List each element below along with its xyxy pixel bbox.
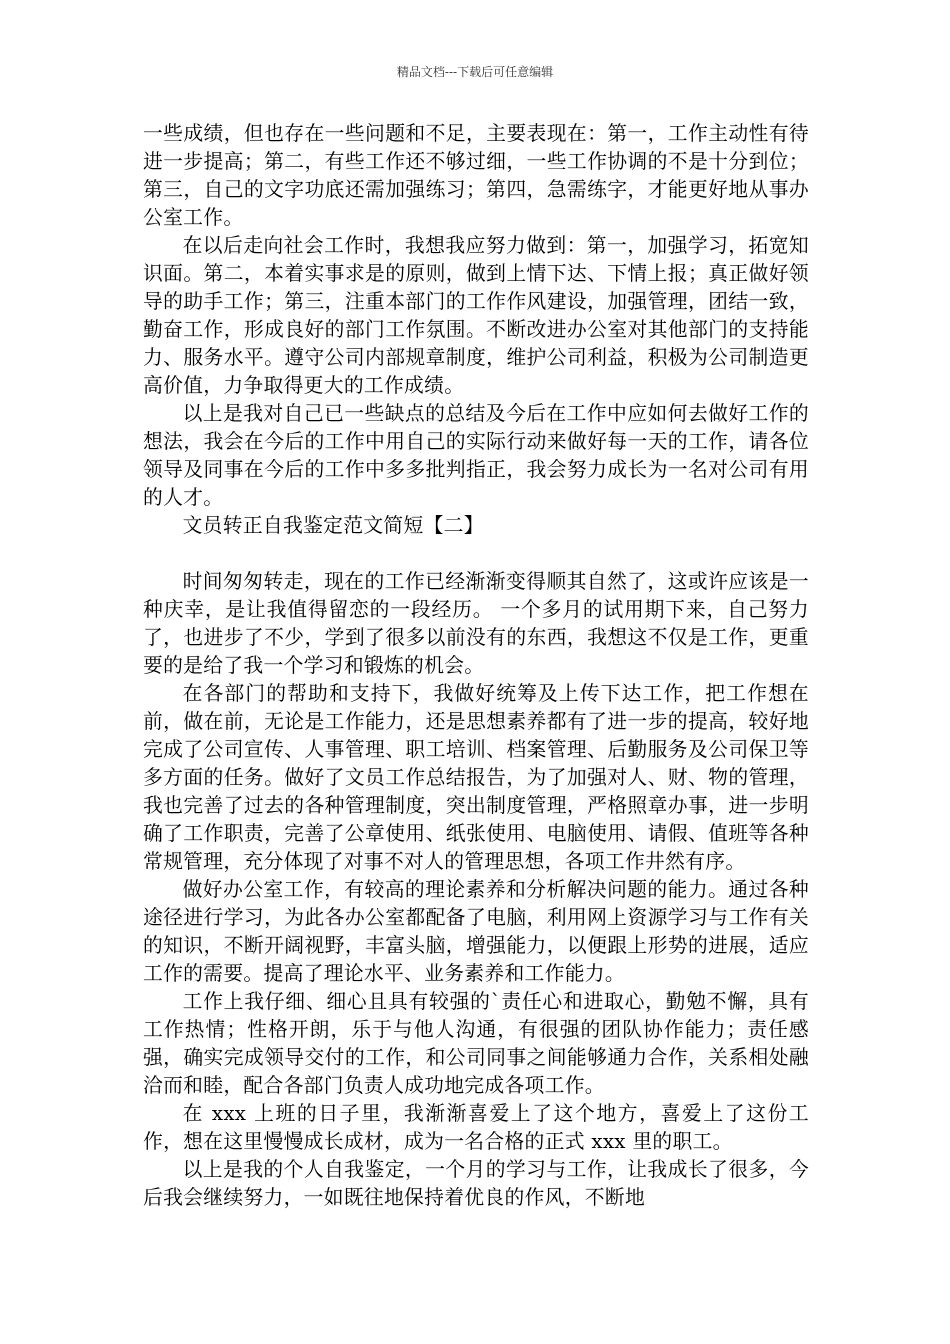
section-heading: 文员转正自我鉴定范文简短【二】 xyxy=(182,514,484,537)
paragraph: 在各部门的帮助和支持下，我做好统筹及上传下达工作，把工作想在前，做在前，无论是工作能力，还是思想素养都有了进一步的提高，较好地完成了公司宣传、人事管理、职工培训、档案管理、后勤服务及公司保卫等多方面的任务。做好了文员工作总结报告，为了加强对人、财、物的管理，我也完善了过去的各种管理制度，突出制度管理，严格照章办事，进一步明确了工作职责，完善了公章使用、纸张使用、电脑使用、请假、值班等各种常规管理，充分体现了对事不对人的管理思想，各项工作井然有序。 xyxy=(143,682,809,873)
paragraph: 一些成绩，但也存在一些问题和不足，主要表现在：第一，工作主动性有待进一步提高；第二，有些工作还不够过细，一些工作协调的不是十分到位；第三，自己的文字功底还需加强练习；第四，急需练字，才能更好地从事办公室工作。 xyxy=(143,122,809,229)
paragraph: 时间匆匆转走，现在的工作已经渐渐变得顺其自然了，这或许应该是一种庆幸，是让我值得留恋的一段经历。 一个多月的试用期下来，自己努力了，也进步了不少，学到了很多以前没有的东西，我想这不仅是工作，更重要的是给了我一个学习和锻炼的机会。 xyxy=(143,570,809,677)
paragraph: 工作上我仔细、细心且具有较强的`责任心和进取心，勤勉不懈，具有工作热情；性格开朗，乐于与他人沟通，有很强的团队协作能力；责任感强，确实完成领导交付的工作，和公司同事之间能够通力合作，关系相处融洽而和睦，配合各部门负责人成功地完成各项工作。 xyxy=(143,990,809,1097)
document-body xyxy=(143,120,809,1212)
paragraph: 以上是我对自己已一些缺点的总结及今后在工作中应如何去做好工作的想法，我会在今后的工作中用自己的实际行动来做好每一天的工作，请各位领导及同事在今后的工作中多多批判指正，我会努力成长为一名对公司有用的人才。 xyxy=(143,402,809,509)
paragraph: 在以后走向社会工作时，我想我应努力做到：第一，加强学习，拓宽知识面。第二，本着实事求是的原则，做到上情下达、下情上报；真正做好领导的助手工作；第三，注重本部门的工作作风建设，加强管理，团结一致，勤奋工作，形成良好的部门工作氛围。不断改进办公室对其他部门的支持能力、服务水平。遵守公司内部规章制度，维护公司利益，积极为公司制造更高价值，力争取得更大的工作成绩。 xyxy=(143,234,809,397)
paragraph: 做好办公室工作，有较高的理论素养和分析解决问题的能力。通过各种途径进行学习，为此各办公室都配备了电脑，利用网上资源学习与工作有关的知识，不断开阔视野，丰富头脑，增强能力，以便跟上形势的进展，适应工作的需要。提高了理论水平、业务素养和工作能力。 xyxy=(143,878,809,985)
paragraph: 在 xxx 上班的日子里，我渐渐喜爱上了这个地方，喜爱上了这份工作，想在这里慢慢成长成材，成为一名合格的正式 xxx 里的职工。 xyxy=(143,1102,809,1153)
paragraph: 以上是我的个人自我鉴定，一个月的学习与工作，让我成长了很多，今后我会继续努力，一如既往地保持着优良的作风，不断地 xyxy=(143,1158,809,1209)
page-header: 精品文档---下载后可任意编辑 xyxy=(396,65,554,79)
